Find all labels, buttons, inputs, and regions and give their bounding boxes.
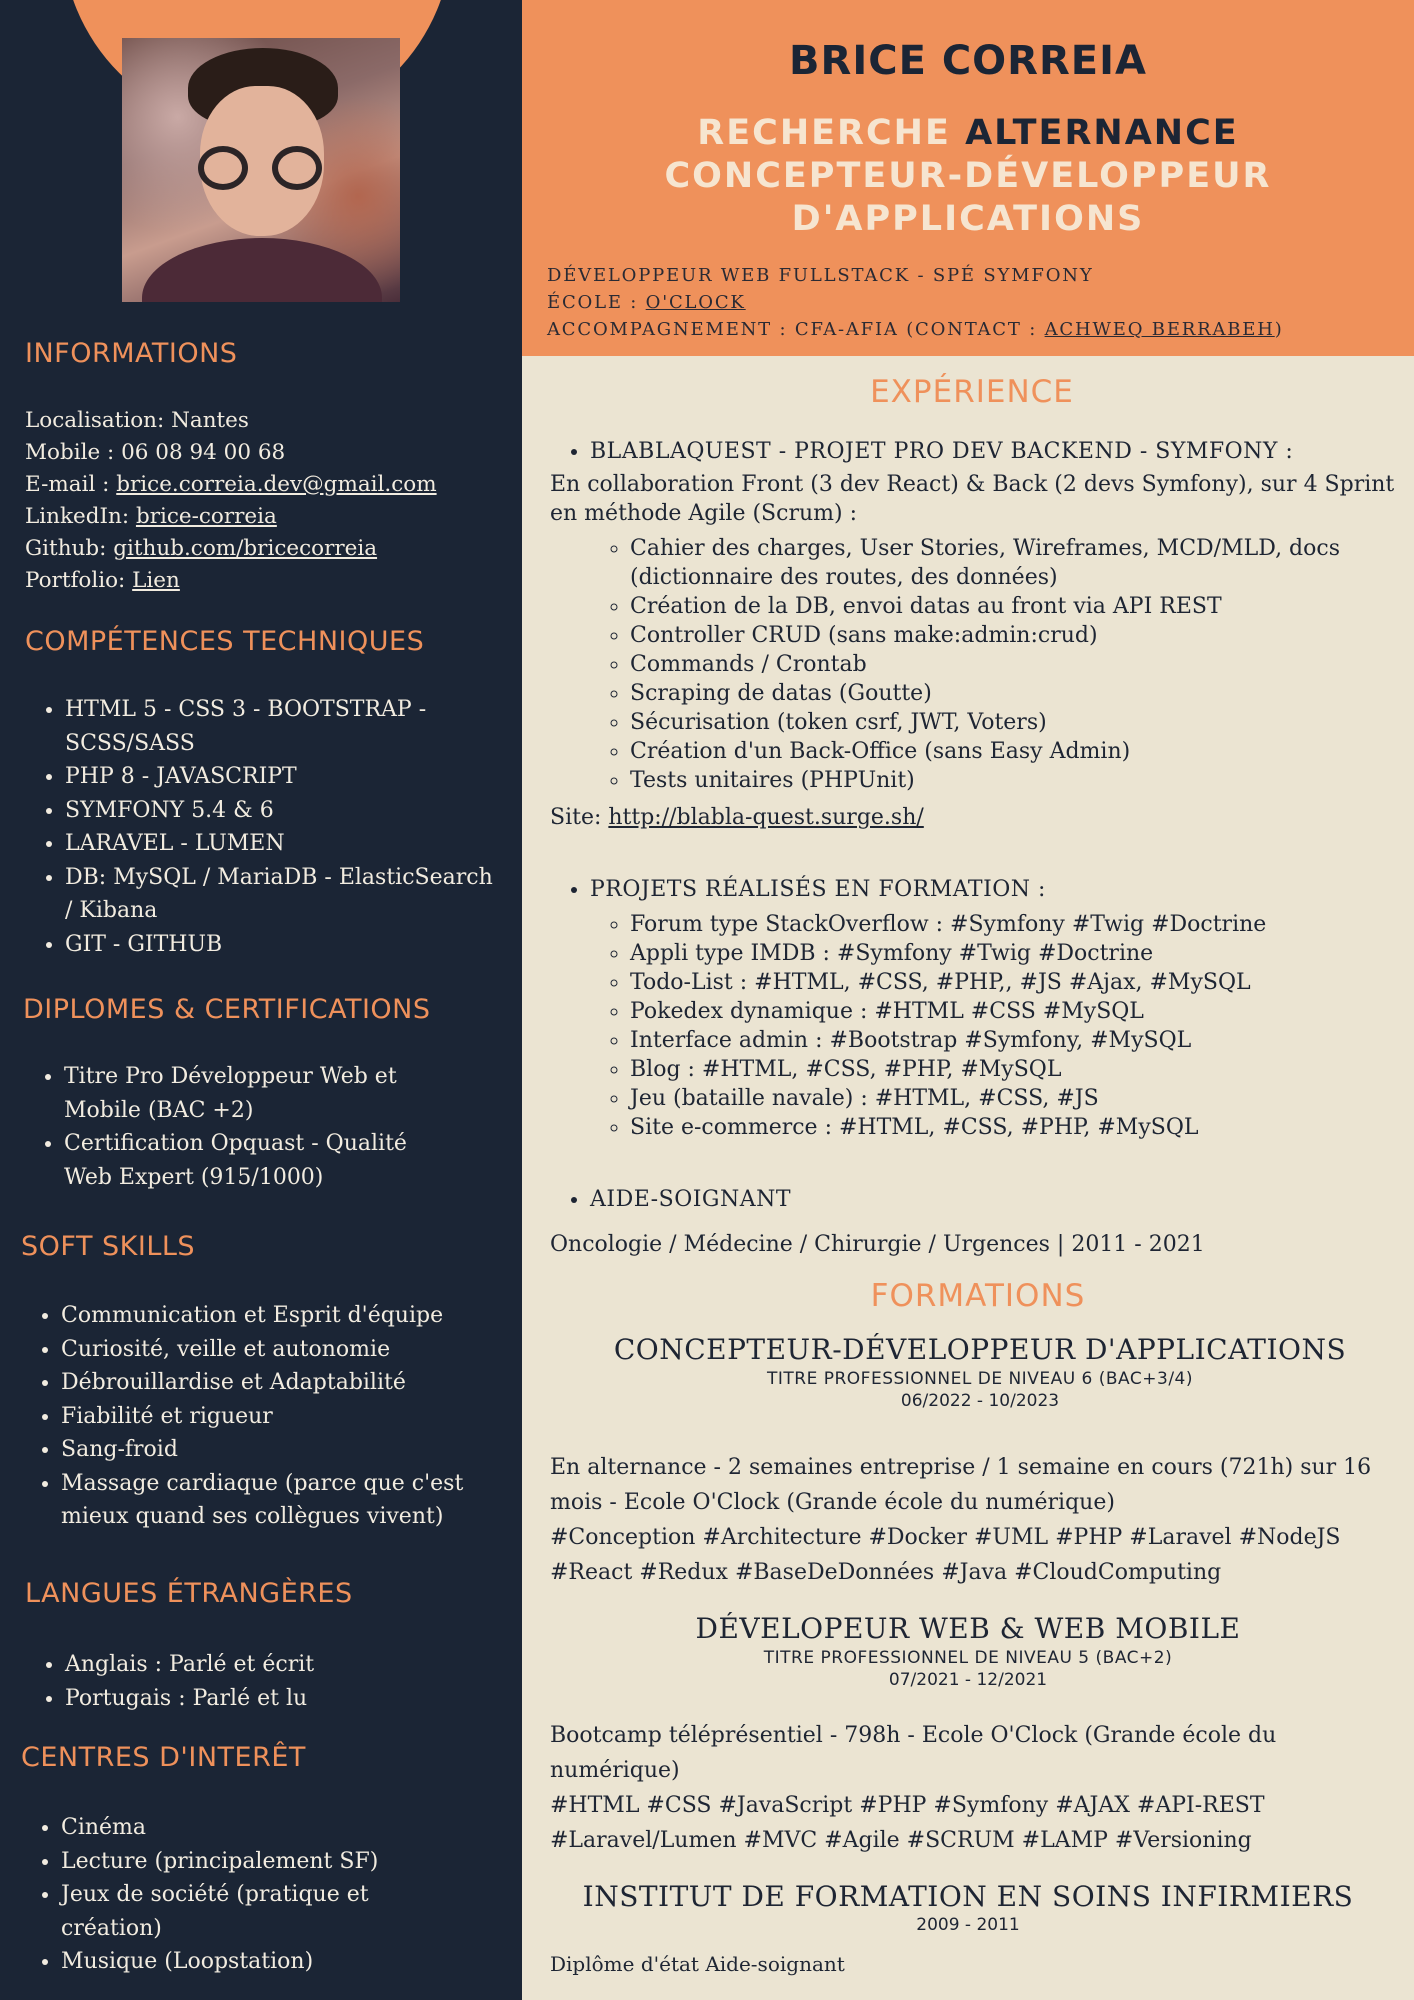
projects-title: • PROJETS RÉALISÉS EN FORMATION : — [590, 875, 1400, 904]
location: Localisation: Nantes — [25, 408, 249, 433]
formation-2-title: DÉVELOPEUR WEB & WEB MOBILE — [695, 1612, 1241, 1645]
list-item: ◦ Pokedex dynamique : #HTML #CSS #MySQL — [630, 997, 1400, 1026]
header — [522, 0, 1414, 356]
list-item: • Lecture (principalement SF) — [61, 1845, 421, 1879]
formation-3-title: INSTITUT DE FORMATION EN SOINS INFIRMIERS — [582, 1880, 1354, 1913]
list-item: • Fiabilité et rigueur — [61, 1400, 501, 1434]
projects-section — [550, 875, 1400, 1142]
aide-soignant-section — [550, 1185, 1400, 1259]
linkedin-link[interactable]: brice-correia — [135, 504, 277, 529]
list-item: • Massage cardiaque (parce que c'est mieux quand ses collègues vivent) — [61, 1467, 501, 1534]
formation-1-date: 06/2022 - 10/2023 — [900, 1391, 1060, 1411]
person-name: BRICE CORREIA — [789, 38, 1147, 84]
aide-soignant-desc: Oncologie / Médecine / Chirurgie / Urgences | 2011 - 2021 — [550, 1232, 1205, 1257]
skills-list — [25, 693, 495, 961]
list-item: • HTML 5 - CSS 3 - BOOTSTRAP - SCSS/SASS — [65, 693, 495, 760]
email-row: E-mail : brice.correia.dev@gmail.com — [25, 472, 437, 497]
formation-3-desc: Diplôme d'état Aide-soignant — [550, 1952, 845, 1976]
list-item: ◦ Appli type IMDB : #Symfony #Twig #Doctrine — [630, 939, 1400, 968]
specialty: DÉVELOPPEUR WEB FULLSTACK - SPÉ SYMFONY — [547, 265, 1094, 286]
list-item: ◦ Sécurisation (token csrf, JWT, Voters) — [630, 708, 1400, 737]
list-item: • LARAVEL - LUMEN — [65, 827, 495, 861]
list-item: • Anglais : Parlé et écrit — [65, 1648, 495, 1682]
github-row: Github: github.com/bricecorreia — [25, 536, 378, 561]
list-item: ◦ Création d'un Back-Office (sans Easy Admin) — [630, 737, 1400, 766]
list-item: • SYMFONY 5.4 & 6 — [65, 794, 495, 828]
soft-skills-list — [21, 1299, 501, 1534]
site-link[interactable]: http://blabla-quest.surge.sh/ — [608, 805, 924, 830]
list-item: ◦ Commands / Crontab — [630, 650, 1400, 679]
formation-2-body — [550, 1718, 1400, 1858]
formation-3-date: 2009 - 2011 — [916, 1915, 1020, 1935]
sidebar — [0, 0, 522, 2000]
formation-1-level: TITRE PROFESSIONNEL DE NIVEAU 6 (BAC+3/4) — [767, 1369, 1193, 1389]
experience-title: EXPÉRIENCE — [870, 374, 1074, 410]
formation-2-desc: Bootcamp téléprésentiel - 798h - Ecole O'Clock (Grande école du numérique) — [550, 1723, 1277, 1783]
interests-list — [21, 1811, 421, 1979]
formation-1-title: CONCEPTEUR-DÉVELOPPEUR D'APPLICATIONS — [613, 1333, 1347, 1366]
list-item: • Débrouillardise et Adaptabilité — [61, 1366, 501, 1400]
list-item: ◦ Interface admin : #Bootstrap #Symfony, #MySQL — [630, 1026, 1400, 1055]
list-item: • Musique (Loopstation) — [61, 1945, 421, 1979]
contact-link[interactable]: ACHWEQ BERRABEH — [1044, 319, 1275, 340]
list-item: ◦ Création de la DB, envoi datas au front via API REST — [630, 592, 1400, 621]
list-item: ◦ Blog : #HTML, #CSS, #PHP, #MySQL — [630, 1055, 1400, 1084]
list-item: • Cinéma — [61, 1811, 421, 1845]
list-item: ◦ Todo-List : #HTML, #CSS, #PHP,, #JS #Ajax, #MySQL — [630, 968, 1400, 997]
list-item: • Jeux de société (pratique et création) — [61, 1878, 421, 1945]
site-row: Site: http://blabla-quest.surge.sh/ — [550, 805, 924, 830]
formation-1-body — [550, 1450, 1400, 1590]
languages-title: LANGUES ÉTRANGÈRES — [25, 1578, 353, 1609]
formation-2-header — [522, 1612, 1414, 1690]
job-search-title: RECHERCHE ALTERNANCE CONCEPTEUR-DÉVELOPPEUR D'APPLICATIONS — [664, 113, 1272, 239]
formation-3-header — [522, 1880, 1414, 1935]
diplomas-title: DIPLOMES & CERTIFICATIONS — [23, 994, 431, 1025]
school-row: ÉCOLE : O'CLOCK — [547, 292, 746, 313]
formation-1-tags: #Conception #Architecture #Docker #UML #PHP #Laravel #NodeJS #React #Redux #BaseDeDonnées #Java #CloudComputing — [550, 1525, 1341, 1585]
blablaquest-tasks — [590, 534, 1400, 795]
list-item: • DB: MySQL / MariaDB - ElasticSearch / Kibana — [65, 861, 495, 928]
aide-soignant-title: • AIDE-SOIGNANT — [590, 1185, 1400, 1214]
list-item: • PHP 8 - JAVASCRIPT — [65, 760, 495, 794]
informations-title: INFORMATIONS — [25, 338, 238, 369]
list-item: • Communication et Esprit d'équipe — [61, 1299, 501, 1333]
blablaquest-section — [550, 437, 1400, 832]
list-item: • GIT - GITHUB — [65, 928, 495, 962]
contact-info — [25, 405, 437, 597]
formation-2-level: TITRE PROFESSIONNEL DE NIVEAU 5 (BAC+2) — [763, 1648, 1173, 1668]
header-meta — [547, 262, 1284, 343]
formation-1-header — [534, 1333, 1414, 1411]
list-item: ◦ Cahier des charges, User Stories, Wireframes, MCD/MLD, docs (dictionnaire des routes, des données) — [630, 534, 1400, 592]
blablaquest-desc: En collaboration Front (3 dev React) & Back (2 devs Symfony), sur 4 Sprint en méthode Agile (Scrum) : — [550, 472, 1395, 526]
list-item: • Certification Opquast - Qualité Web Expert (915/1000) — [64, 1127, 444, 1194]
list-item: ◦ Tests unitaires (PHPUnit) — [630, 766, 1400, 795]
profile-photo — [122, 38, 400, 302]
github-link[interactable]: github.com/bricecorreia — [113, 536, 378, 561]
list-item: ◦ Jeu (bataille navale) : #HTML, #CSS, #JS — [630, 1084, 1400, 1113]
formations-title: FORMATIONS — [870, 1278, 1086, 1314]
formation-2-tags: #HTML #CSS #JavaScript #PHP #Symfony #AJAX #API-REST #Laravel/Lumen #MVC #Agile #SCRUM #LAMP #Versioning — [550, 1793, 1265, 1853]
linkedin-row: LinkedIn: brice-correia — [25, 504, 277, 529]
list-item: ◦ Scraping de datas (Goutte) — [630, 679, 1400, 708]
list-item: • Titre Pro Développeur Web et Mobile (BAC +2) — [64, 1060, 444, 1127]
email-link[interactable]: brice.correia.dev@gmail.com — [116, 472, 437, 497]
school-link[interactable]: O'CLOCK — [645, 292, 746, 313]
blablaquest-title: • BLABLAQUEST - PROJET PRO DEV BACKEND - SYMFONY : — [590, 437, 1400, 466]
portfolio-link[interactable]: Lien — [132, 568, 180, 593]
formation-1-desc: En alternance - 2 semaines entreprise / 1 semaine en cours (721h) sur 16 mois - Ecole O'Clock (Grande école du numérique) — [550, 1455, 1372, 1515]
skills-title: COMPÉTENCES TECHNIQUES — [25, 626, 425, 657]
accompaniment-row: ACCOMPAGNEMENT : CFA-AFIA (CONTACT : ACHWEQ BERRABEH) — [547, 319, 1284, 340]
list-item: • Portugais : Parlé et lu — [65, 1682, 495, 1716]
formation-2-date: 07/2021 - 12/2021 — [888, 1670, 1048, 1690]
projects-list — [590, 910, 1400, 1142]
list-item: • Curiosité, veille et autonomie — [61, 1333, 501, 1367]
list-item: • Sang-froid — [61, 1433, 501, 1467]
soft-skills-title: SOFT SKILLS — [21, 1231, 196, 1262]
interests-title: CENTRES D'INTERÊT — [21, 1742, 306, 1773]
portfolio-row: Portfolio: Lien — [25, 568, 180, 593]
list-item: ◦ Controller CRUD (sans make:admin:crud) — [630, 621, 1400, 650]
diplomas-list — [24, 1060, 444, 1194]
list-item: ◦ Forum type StackOverflow : #Symfony #Twig #Doctrine — [630, 910, 1400, 939]
list-item: ◦ Site e-commerce : #HTML, #CSS, #PHP, #MySQL — [630, 1113, 1400, 1142]
mobile: Mobile : 06 08 94 00 68 — [25, 440, 286, 465]
languages-list — [25, 1648, 495, 1715]
